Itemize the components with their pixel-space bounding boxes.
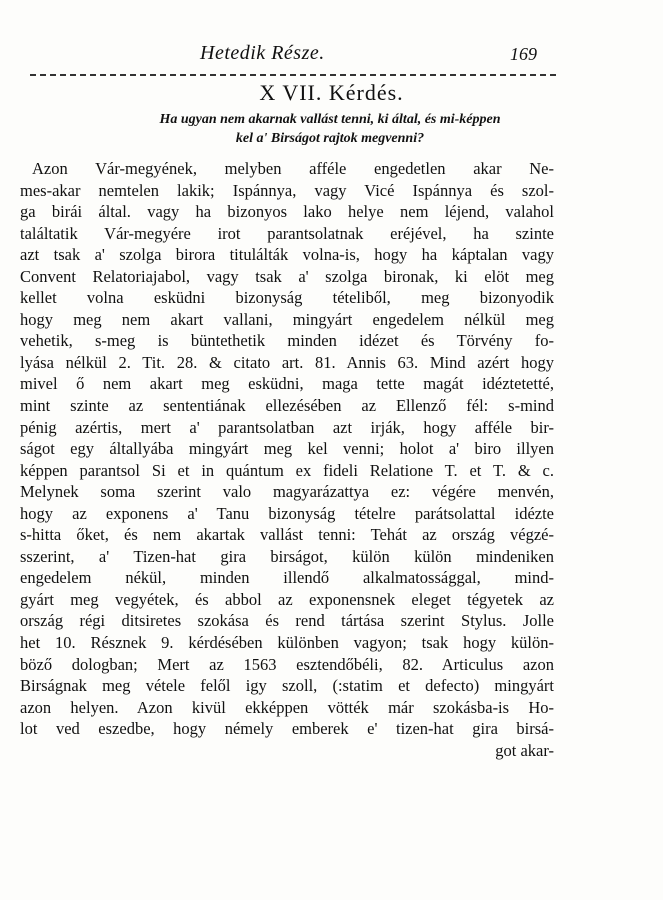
body-line: Birságnak meg vétele felől igy szoll, (:statim et defecto) mingyárt xyxy=(20,676,554,696)
body-line: böző dologban; Mert az 1563 esztendőbéli, 82. Articulus azon xyxy=(20,654,554,674)
header-rule xyxy=(30,74,556,78)
body-line: het 10. Résznek 9. kérdésében különben vagyon; tsak hogy külön- xyxy=(20,633,554,653)
section-heading: X VII. Kérdés. xyxy=(259,80,404,105)
body-line: vehetik, s-meg is büntethetik minden idézet és Törvény fo- xyxy=(20,331,554,351)
body-line: Convent Relatoriajabol, vagy tsak a' szolga bironak, ki elöt meg xyxy=(20,266,554,286)
body-line: Melynek soma szerint valo magyarázattya ez: végére menvén, xyxy=(20,482,554,502)
body-line: lyása nélkül 2. Tit. 28. & citato art. 81. Annis 63. Mind azért hogy xyxy=(20,352,554,372)
body-line: kellet volna esküdni bizonyság tételiből, meg bizonyodik xyxy=(20,288,554,308)
body-line: Azon Vár-megyének, melyben afféle engedetlen akar Ne- xyxy=(32,159,554,178)
body-text xyxy=(20,158,554,761)
body-line: mivel ő nem akart meg esküdni, maga tette magát idéztetetté, xyxy=(20,374,554,394)
body-line: képpen parantsol Si et in quántum ex fideli Relatione T. et T. & c. xyxy=(20,460,554,480)
body-line: sszerint, a' Tizen-hat gira birságot, külön külön mindeniken xyxy=(20,546,554,566)
body-line: mint szinte az sententiának ellezésében az Ellenző fél: s-mind xyxy=(20,396,554,416)
subtitle-line: kel a' Birságot rajtok megvenni? xyxy=(235,131,425,146)
body-line: hogy meg nem akart vallani, mingyárt engedelem nélkül meg xyxy=(20,309,554,329)
body-line: lot ved eszedbe, hogy némely emberek e' tizen-hat gira birsá- xyxy=(20,719,554,739)
body-line: találtatik Vár-megyére irot parantsolatnak eréjével, ha szinte xyxy=(20,223,554,243)
subtitle-line: Ha ugyan nem akarnak vallást tenni, ki által, és mi-képpen xyxy=(159,112,501,127)
body-line: ságot egy általlyába mingyárt meg kel venni; holot a' biro illyen xyxy=(20,439,554,459)
body-line: ország régi ditsiretes szokása és rend tártása szerint Stylus. Jolle xyxy=(20,611,554,631)
body-line: azt tsak a' szolga birora titulálták volna-is, hogy ha káptalan vagy xyxy=(20,245,554,265)
body-line: mes-akar nemtelen lakik; Ispánnya, vagy Vicé Ispánnya és szol- xyxy=(20,180,554,200)
section-subtitle xyxy=(100,110,560,148)
body-line: got akar- xyxy=(495,740,554,760)
body-line: gyárt meg vegyétek, és abbol az exponensnek eleget tégyetek az xyxy=(20,589,554,609)
page-header xyxy=(0,38,663,68)
body-line: s-hitta őket, és nem akartak vallást tenni: Tehát az ország végzé- xyxy=(20,525,554,545)
body-line: engedelem nékül, minden illendő alkalmatossággal, mind- xyxy=(20,568,554,588)
body-line: pénig azértis, mert a' parantsolatban azt irják, hogy afféle bir- xyxy=(20,417,554,437)
body-line: hogy az exponens a' Tanu bizonyság tételre parátsolattal idézte xyxy=(20,503,554,523)
body-line: azon helyen. Azon kivül ekképpen vötték már szokásba-is Ho- xyxy=(20,697,554,717)
page-number: 169 xyxy=(510,44,537,64)
running-head: Hetedik Része. xyxy=(200,42,325,64)
body-line: ga birái által. vagy ha bizonyos lako helye nem léjend, valahol xyxy=(20,202,554,222)
